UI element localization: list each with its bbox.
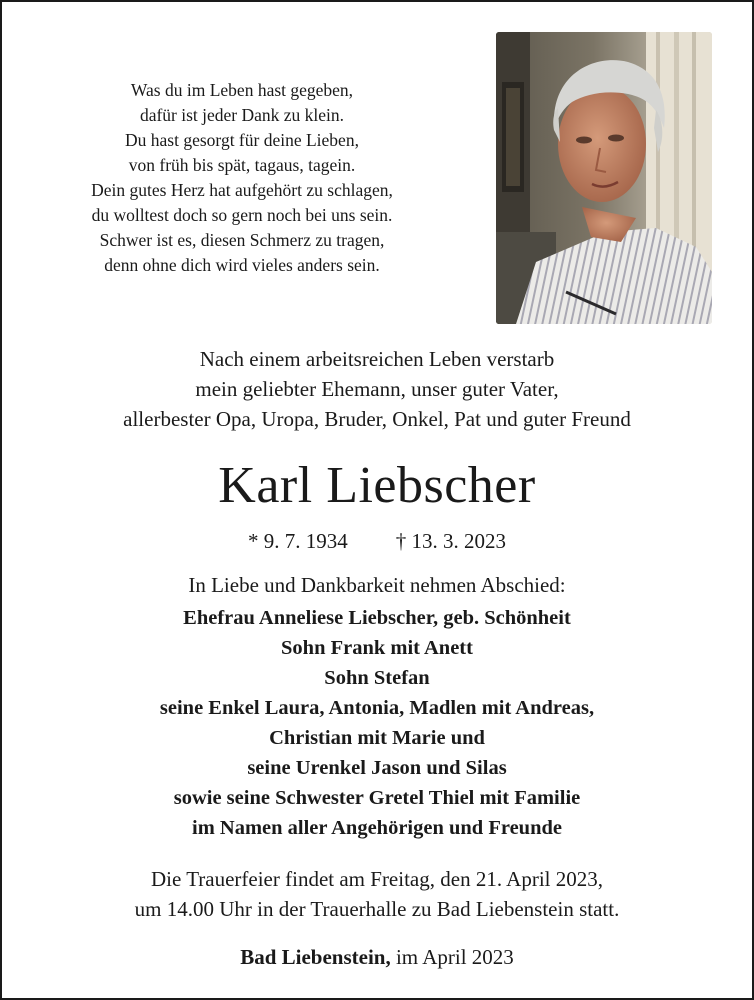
mourner-line: im Namen aller Angehörigen und Freunde <box>192 817 562 839</box>
poem-line: denn ohne dich wird vieles anders sein. <box>104 255 380 275</box>
funeral-line: Die Trauerfeier findet am Freitag, den 21. April 2023, <box>151 867 603 891</box>
death-date: † 13. 3. 2023 <box>395 529 506 553</box>
mourner-line: Sohn Stefan <box>324 667 430 689</box>
poem-line: Du hast gesorgt für deine Lieben, <box>125 130 359 150</box>
portrait-illustration <box>496 32 712 324</box>
mourner-line: Ehefrau Anneliese Liebscher, geb. Schönheit <box>183 607 571 629</box>
poem-line: Dein gutes Herz hat aufgehört zu schlagen, <box>91 180 393 200</box>
funeral-line: um 14.00 Uhr in der Trauerhalle zu Bad Liebenstein statt. <box>134 897 620 921</box>
mourner-line: seine Urenkel Jason und Silas <box>247 757 507 779</box>
place-and-date <box>2 942 752 972</box>
funeral-info <box>2 864 752 924</box>
mourner-line: sowie seine Schwester Gretel Thiel mit Familie <box>173 787 581 809</box>
deceased-name: Karl Liebscher <box>218 457 536 514</box>
poem-line: du wolltest doch so gern noch bei uns sein. <box>91 205 393 225</box>
place-town: Bad Liebenstein, <box>240 945 391 969</box>
mourners-list <box>2 603 752 843</box>
farewell-lead: In Liebe und Dankbarkeit nehmen Abschied: <box>188 573 566 597</box>
poem-line: dafür ist jeder Dank zu klein. <box>139 105 345 125</box>
intro-line: Nach einem arbeitsreichen Leben verstarb <box>199 347 555 371</box>
poem-line: Was du im Leben hast gegeben, <box>130 80 354 100</box>
mourner-line: seine Enkel Laura, Antonia, Madlen mit Andreas, <box>159 697 595 719</box>
place-date: im April 2023 <box>395 945 514 969</box>
poem-line: von früh bis spät, tagaus, tagein. <box>128 155 356 175</box>
mourner-line: Christian mit Marie und <box>269 727 485 749</box>
intro-text <box>2 344 752 434</box>
poem-line: Schwer ist es, diesen Schmerz zu tragen, <box>99 230 385 250</box>
mourner-line: Sohn Frank mit Anett <box>281 637 473 659</box>
intro-line: allerbester Opa, Uropa, Bruder, Onkel, Pat und guter Freund <box>123 407 631 431</box>
life-dates <box>2 526 752 556</box>
memorial-poem <box>32 78 452 278</box>
intro-line: mein geliebter Ehemann, unser guter Vater, <box>195 377 559 401</box>
birth-date: * 9. 7. 1934 <box>248 529 348 553</box>
portrait-photo <box>496 32 712 324</box>
